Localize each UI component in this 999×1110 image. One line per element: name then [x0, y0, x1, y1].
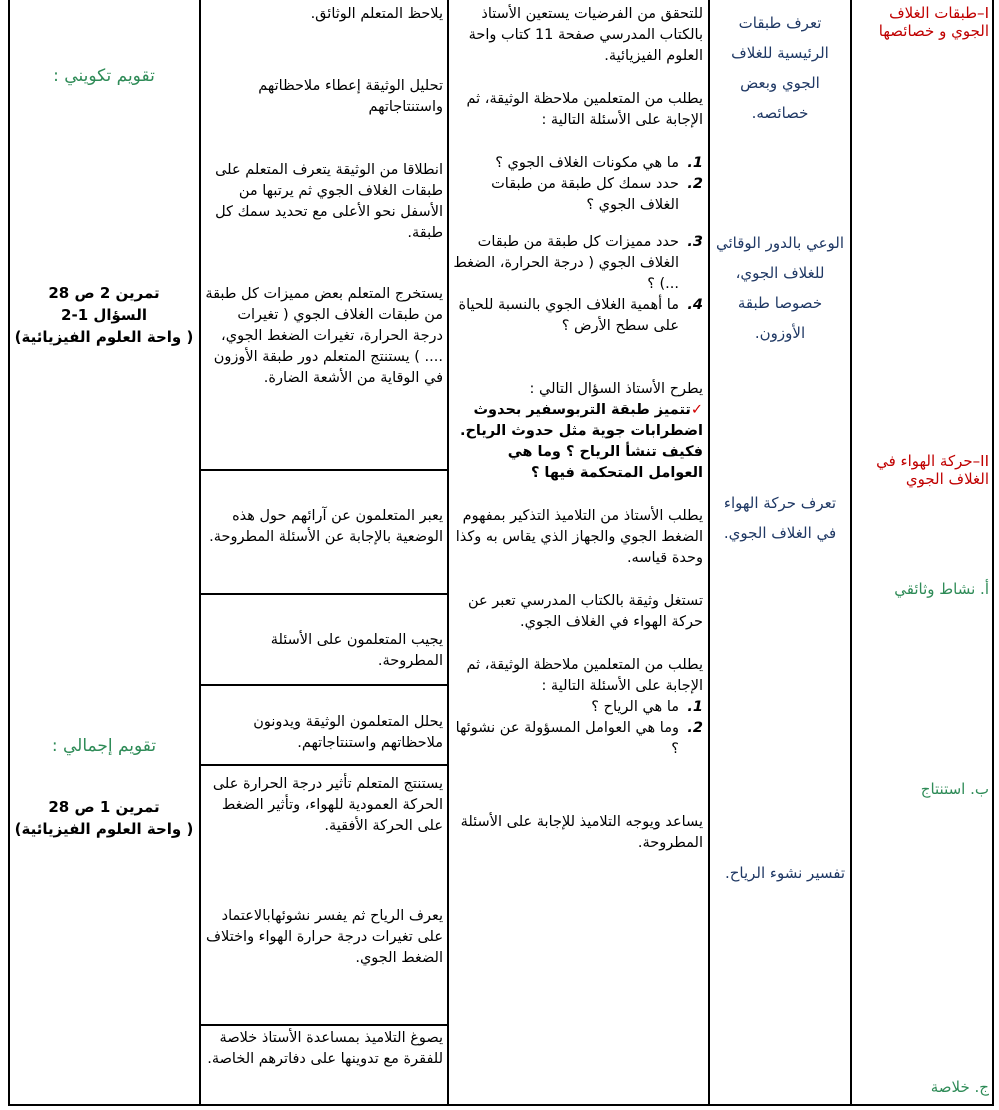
column-divider — [850, 0, 852, 1106]
objective-1: تعرف طبقات الرئيسية للغلاف الجوي وبعض خصائصه. — [731, 14, 829, 122]
row-divider — [199, 469, 449, 471]
section-title-2: II–حركة الهواء في الغلاف الجوي — [876, 452, 989, 488]
learner-note-8: يستنتج المتعلم تأثير درجة الحرارة على الحركة العمودية للهواء، وتأثير الضغط على الحركة الأفقية. — [212, 776, 443, 834]
learner-note-2: تحليل الوثيقة إعطاء ملاحظاتهم واستنتاجاتهم — [258, 78, 443, 115]
teacher-instruction-2: يطلب من المتعلمين ملاحظة الوثيقة، ثم الإجابة على الأسئلة التالية : — [466, 657, 703, 694]
learner-note-4: يستخرج المتعلم بعض مميزات كل طبقة من طبقات الغلاف الجوي ( تغيرات درجة الحرارة، تغيرات الضغط الجوي، .... ) يستنتج المتعلم دور طبقة الأوزون في الوقاية من الأشعة الضارة. — [205, 286, 443, 386]
objective-2: الوعي بالدور الوقائي للغلاف الجوي، خصوصا طبقة الأوزون. — [715, 234, 845, 342]
subsection-b: ب. استنتاج — [920, 780, 989, 798]
table-border-right — [992, 0, 994, 1106]
learner-note-6: يجيب المتعلمون على الأسئلة المطروحة. — [270, 632, 443, 669]
learner-note-3: انطلاقا من الوثيقة يتعرف المتعلم على طبقات الغلاف الجوي ثم يرتبها من الأسفل نحو الأعلى مع تحديد سمك كل طبقة. — [215, 162, 443, 241]
learner-note-7: يحلل المتعلمون الوثيقة ويدونون ملاحظاتهم واستنتاجاتهم. — [253, 714, 443, 751]
exercise-block-2 — [14, 796, 194, 840]
row-divider — [199, 684, 449, 686]
formative-eval-title: تقويم تكويني : — [53, 66, 155, 86]
learner-note-9: يعرف الرياح ثم يفسر نشوئهابالاعتماد على تغيرات درجة حرارة الهواء واختلاف الضغط الجوي. — [206, 908, 443, 966]
question-item: 2. حدد سمك كل طبقة من طبقات الغلاف الجوي ؟ — [491, 176, 703, 213]
exercise-ref: تمرين 2 ص 28 — [48, 284, 160, 302]
subsection-a: أ. نشاط وثائقي — [894, 580, 989, 598]
question-item: 2. وما هي العوامل المسؤولة عن نشوئها ؟ — [455, 720, 703, 757]
row-divider — [199, 593, 449, 595]
teacher-instruction: يطلب من المتعلمين ملاحظة الوثيقة، ثم الإجابة على الأسئلة التالية : — [466, 91, 703, 128]
summative-eval-title: تقويم إجمالي : — [51, 736, 157, 756]
teacher-question-intro: يطرح الأستاذ السؤال التالي : — [529, 381, 703, 397]
exercise-ref: تمرين 1 ص 28 — [48, 798, 160, 816]
table-border-bottom — [8, 1104, 994, 1106]
question-ref: السؤال 1-2 — [61, 306, 147, 324]
column-divider — [708, 0, 710, 1106]
question-item: 1. ما هي الرياح ؟ — [591, 699, 703, 715]
teacher-intro: للتحقق من الفرضيات يستعين الأستاذ بالكتاب المدرسي صفحة 11 كتاب واحة العلوم الفيزيائية. — [468, 6, 703, 64]
problem-statement: ✓تتميز طبقة التربوسفير بحدوث اضطرابات جوية مثل حدوث الرياح. فكيف تنشأ الرياح ؟ وما هي العوامل المتحكمة فيها ؟ — [459, 402, 703, 481]
teacher-recall: يطلب الأستاذ من التلاميذ التذكير بمفهوم الضغط الجوي والجهاز الذي يقاس به وكذا وحدة قياسه. — [455, 508, 703, 566]
question-item: 3. حدد مميزات كل طبقة من طبقات الغلاف الجوي ( درجة الحرارة، الضغط ...) ؟ — [453, 234, 703, 292]
table-border-left — [8, 0, 10, 1106]
learner-note-5: يعبر المتعلمون عن آرائهم حول هذه الوضعية بالإجابة عن الأسئلة المطروحة. — [209, 508, 443, 545]
learner-note-10: يصوغ التلاميذ بمساعدة الأستاذ خلاصة للفقرة مع تدوينها على دفاترهم الخاصة. — [207, 1030, 443, 1067]
teacher-column — [453, 4, 703, 854]
question-item: 4. ما أهمية الغلاف الجوي بالنسبة للحياة على سطح الأرض ؟ — [458, 297, 703, 334]
objective-3: تعرف حركة الهواء في الغلاف الجوي. — [723, 494, 837, 542]
exercise-block-1 — [14, 282, 194, 348]
column-divider — [199, 0, 201, 1106]
teacher-guidance: يساعد ويوجه التلاميذ للإجابة على الأسئلة المطروحة. — [460, 814, 703, 851]
learner-note-1: يلاحظ المتعلم الوثائق. — [310, 6, 443, 22]
row-divider — [199, 1024, 449, 1026]
column-divider — [447, 0, 449, 1106]
objective-4: تفسير نشوء الرياح. — [724, 864, 845, 882]
teacher-document: تستغل وثيقة بالكتاب المدرسي تعبر عن حركة الهواء في الغلاف الجوي. — [468, 593, 703, 630]
checkmark-icon: ✓ — [690, 402, 703, 418]
row-divider — [199, 764, 449, 766]
subsection-c: ج. خلاصة — [930, 1078, 989, 1096]
book-ref: ( واحة العلوم الفيزيائية) — [14, 328, 194, 346]
book-ref: ( واحة العلوم الفيزيائية) — [14, 820, 194, 838]
question-item: 1. ما هي مكونات الغلاف الجوي ؟ — [495, 155, 703, 171]
section-title-1: I–طبقات الغلاف الجوي و خصائصها — [878, 4, 989, 40]
